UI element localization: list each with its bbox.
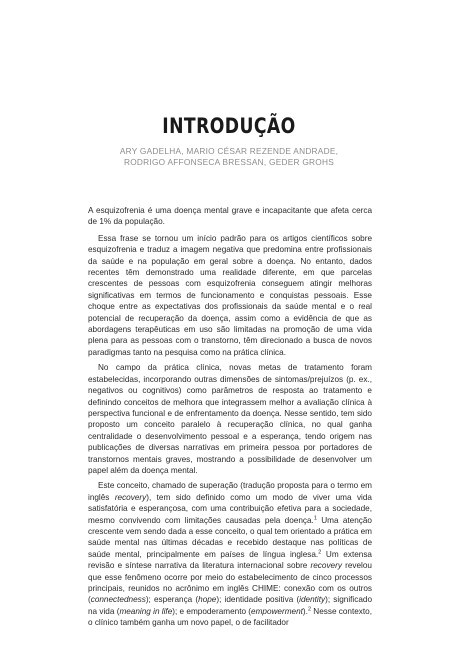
authors-line-2: RODRIGO AFFONSECA BRESSAN, GEDER GROHS: [123, 157, 335, 167]
italic-term: meaning in life: [119, 606, 173, 616]
text-run: Essa frase se tornou um início padrão para os artigos científicos sobre esquizofrenia e traduz a imagem negativa que predomina entre profissionais da saúde e na população em geral sobre a doença. No entanto, dados recentes têm demonstrado uma realidade diferente, em que parcelas crescentes de pessoas com esquizofrenia conseguem atingir melhoras significativas em termos de funcionamento e conquistas pessoais. Esse choque entre as expectativas dos profissionais da saúde mental e o real potencial de recuperação da doença, assim como a evidência de que as abordagens terapêuticas em uso são limitadas na promoção de uma vida plena para as pessoas com o transtorno, têm direcionado a busca de novos paradigmas tanto na pesquisa como na prática clínica.: [88, 233, 372, 357]
italic-term: connectedness: [90, 595, 146, 605]
text-run: ); e empoderamento (: [172, 606, 252, 616]
text-run: ); identidade positiva (: [216, 595, 300, 605]
text-run: Nesse contexto, o clínico também ganha um novo papel, o de facilitador: [88, 606, 373, 628]
italic-term: identity: [299, 595, 326, 605]
paragraph-intro: [88, 205, 372, 228]
text-run: revelou que esse fenômeno ocorre por meio do estabelecimento de cinco processos principais, reunidos no acrônimo em inglês CHIME: conexão com os outros (: [88, 561, 372, 605]
italic-term: recovery: [114, 492, 147, 502]
text-run: ).: [302, 606, 308, 616]
footnote-ref: 2: [318, 549, 322, 556]
text-run: A esquizofrenia é uma doença mental grave e incapacitante que afeta cerca de 1% da população.: [88, 206, 372, 227]
text-run: Uma atenção crescente vem sendo dada a esse conceito, o qual tem orientado a prática em saúde mental nas últimas décadas e recebido destaque nas políticas de saúde mental, principalmente em países de língua inglesa.: [88, 515, 372, 559]
italic-term: empowerment: [251, 606, 303, 616]
italic-term: recovery: [310, 561, 342, 571]
text-run: No campo da prática clínica, novas metas de tratamento foram estabelecidas, incorporando outras dimensões de sintomas/prejuízos (p. ex., negativos ou cognitivos) como parâmetros de resposta ao tratamento e definindo conceitos de melhora que integrassem melhor a avaliação clínica à perspectiva funcional e de enfrentamento da doença. Nesse sentido, tem sido proposto um conceito paralelo à recuperação clínica, no qual ganha centralidade o desenvolvimento pessoal e a esperança, tendo origem nas publicações de diversas narrativas em primeira pessoa por portadores de transtornos mentais graves, mostrando a possibilidade de desenvolver um papel além da doença mental.: [88, 363, 372, 475]
text-run: Um extensa revisão e síntese narrativa da literatura internacional sobre: [88, 549, 372, 571]
paragraph-2: [88, 233, 372, 358]
authors-line-1: ARY GADELHA, MARIO CÉSAR REZENDE ANDRADE,: [119, 146, 339, 156]
text-run: ); esperança (: [145, 595, 199, 605]
chapter-authors: [0, 146, 458, 168]
paragraph-3: [88, 362, 372, 476]
chapter-title: INTRODUÇÃO: [162, 114, 296, 138]
body-text: [88, 205, 372, 633]
text-run: ); significado na vida (: [88, 595, 372, 616]
text-run: Este conceito, chamado de superação (tradução proposta para o termo em inglês: [88, 481, 372, 502]
footnote-ref: 1: [313, 514, 317, 521]
italic-term: hope: [198, 595, 217, 605]
text-run: ), tem sido definido como um modo de viver uma vida satisfatória e esperançosa, com uma contribuição efetiva para a sociedade, mesmo convivendo com limitações causadas pela doença.: [88, 492, 372, 525]
footnote-ref: 2: [307, 606, 311, 613]
paragraph-4: [88, 480, 372, 628]
